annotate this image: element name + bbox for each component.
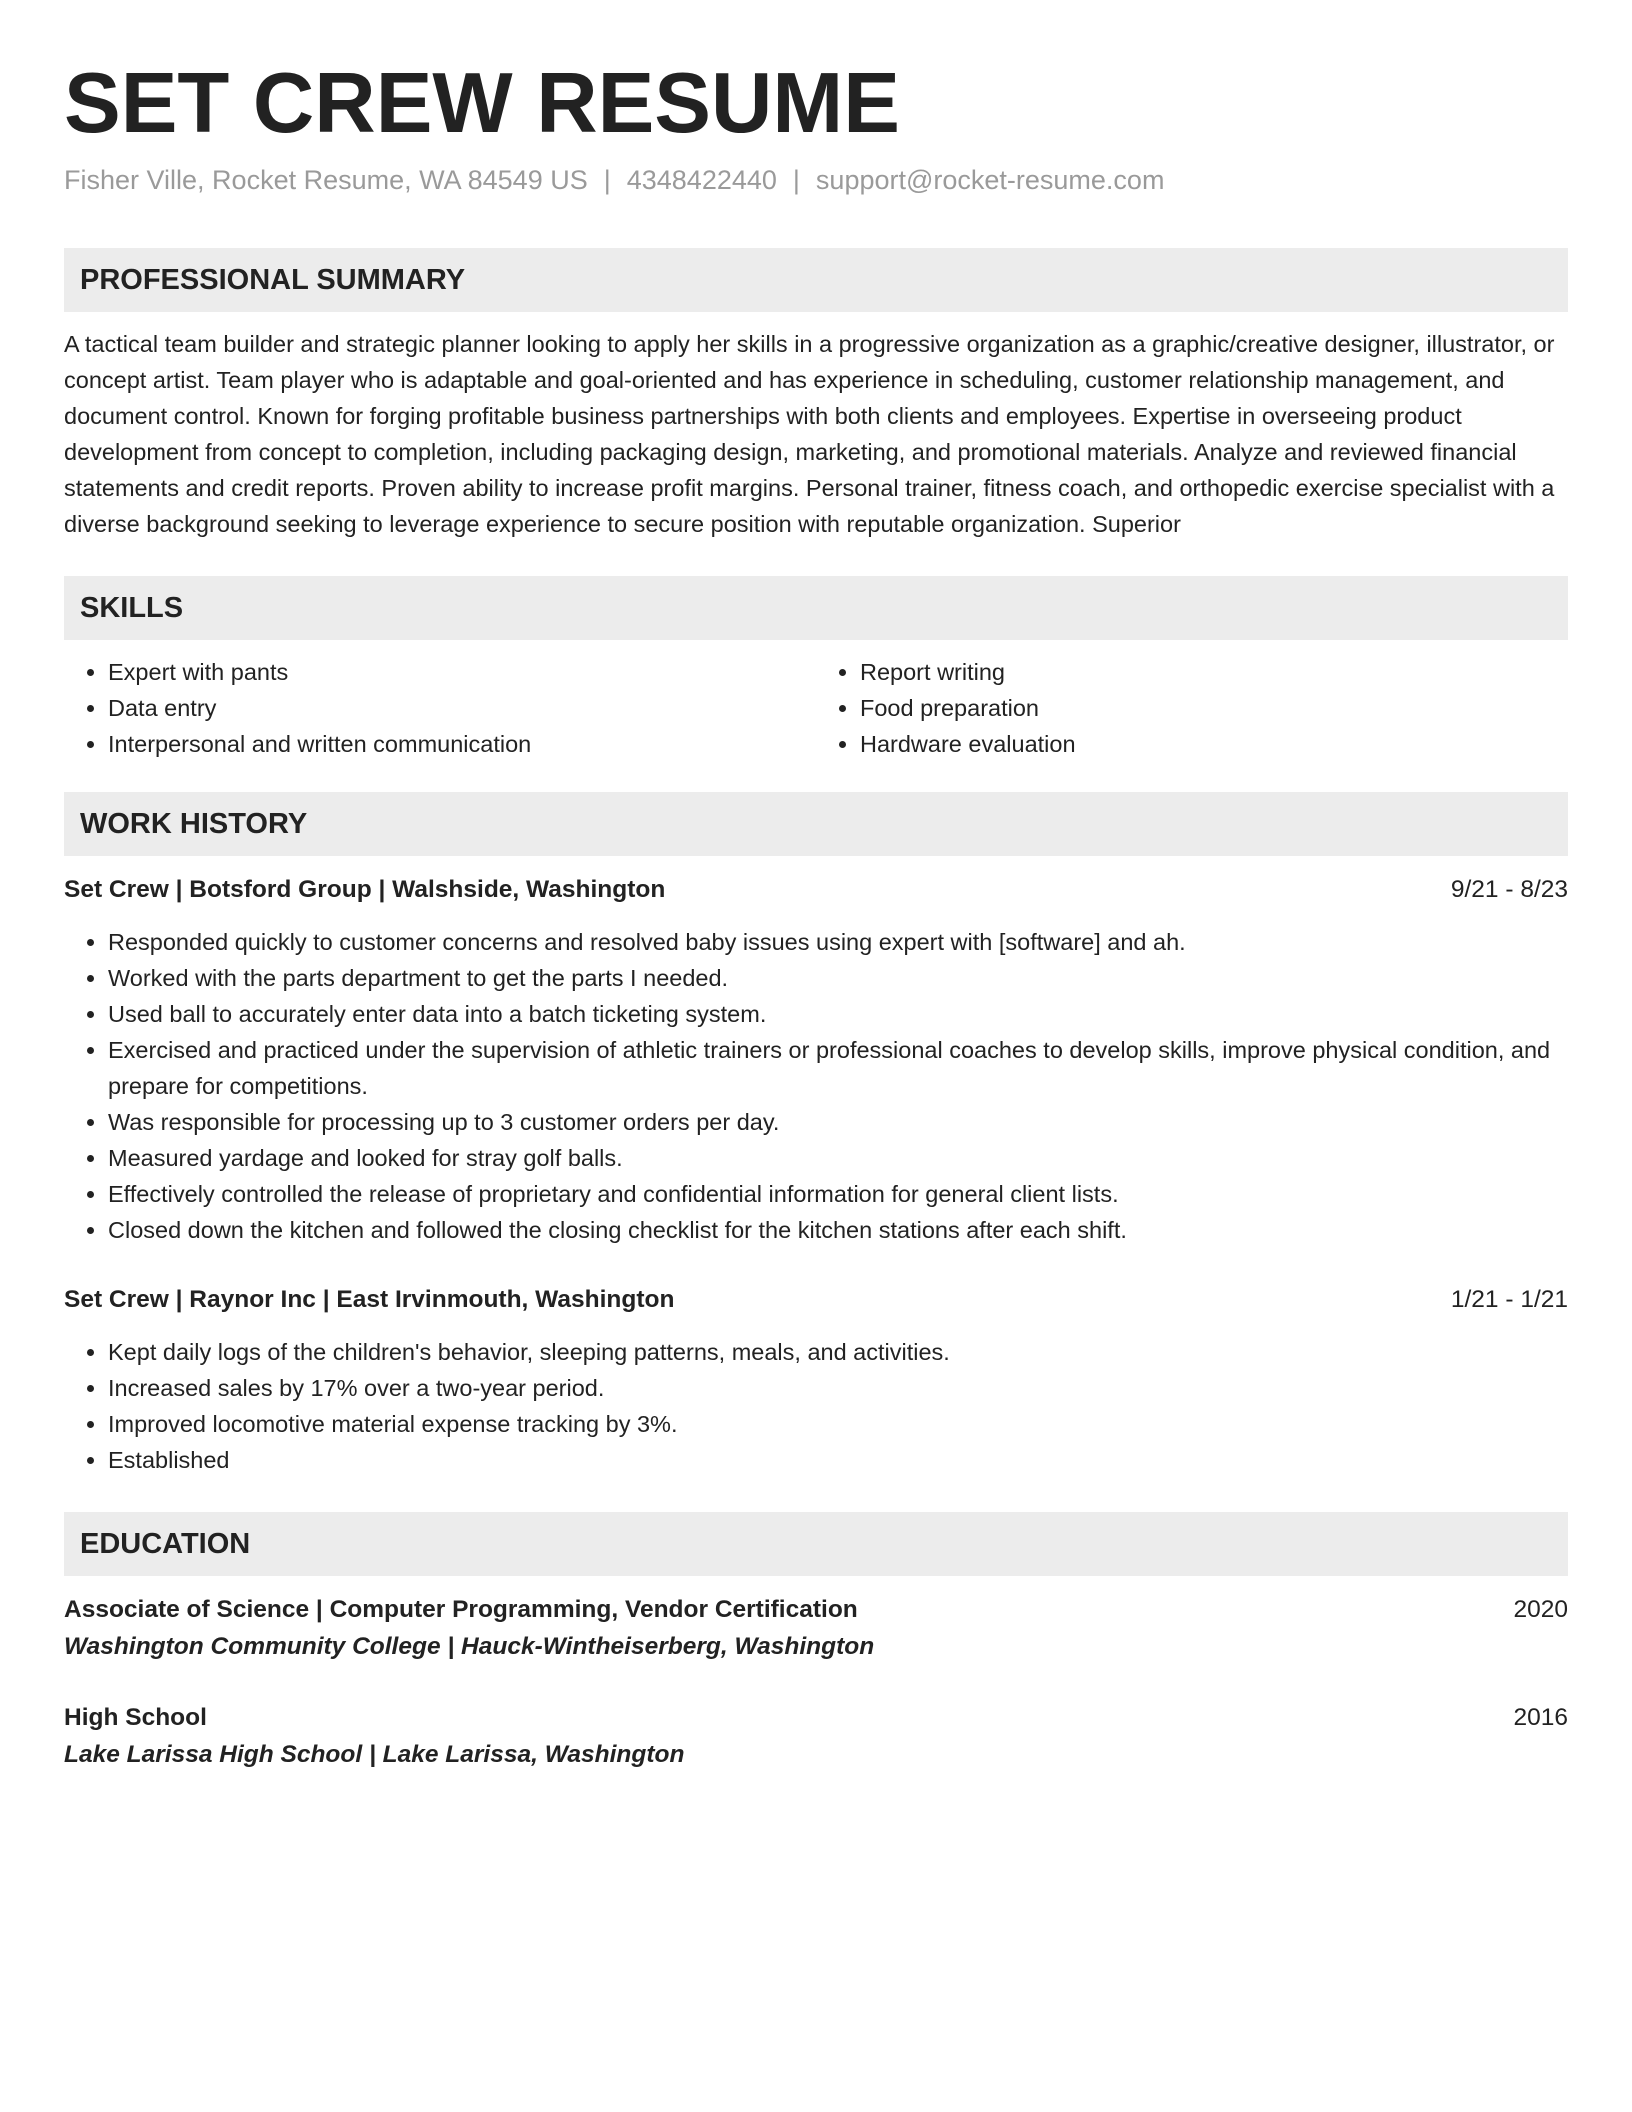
summary-paragraph: A tactical team builder and strategic planner looking to apply her skills in a progressive organization as a graphic/creative designer, illustrator, or concept artist. Team player who is adaptable and goal-oriented and has experience in scheduling, customer relationship management, and document control. Known for forging profitable business partnerships with both clients and employees. Expertise in overseeing product development from concept to completion, including packaging design, marketing, and promotional materials. Analyze and reviewed financial statements and credit reports. Proven ability to increase profit margins. Personal trainer, fitness coach, and orthopedic exercise specialist with a diverse background seeking to leverage experience to secure position with reputable organization. Superior <box>64 331 1555 537</box>
job-bullet: • Exercised and practiced under the supervision of athletic trainers or professional coaches to develop skills, improve physical condition, and prepare for competitions. <box>108 1032 1568 1104</box>
education-year: 2020 <box>1513 1596 1568 1623</box>
job-bullet: • Improved locomotive material expense tracking by 3%. <box>108 1406 1568 1442</box>
skill-item: • Hardware evaluation <box>860 726 1568 762</box>
job-bullet: • Used ball to accurately enter data into a batch ticketing system. <box>108 996 1568 1032</box>
education-degree: High School <box>64 1704 207 1731</box>
contact-line <box>64 162 1568 198</box>
skills-column-left <box>64 654 816 762</box>
job-dates: 9/21 - 8/23 <box>1450 876 1568 903</box>
job-bullets <box>64 924 1568 1248</box>
skill-item: • Report writing <box>860 654 1568 690</box>
education-school: Washington Community College | Hauck-Wintheiserberg, Washington <box>64 1633 875 1660</box>
job-bullet: • Increased sales by 17% over a two-year period. <box>108 1370 1568 1406</box>
skills-column-right <box>816 654 1568 762</box>
job-dates: 1/21 - 1/21 <box>1450 1286 1568 1313</box>
section-heading-summary: PROFESSIONAL SUMMARY <box>64 248 1568 312</box>
section-heading-education: EDUCATION <box>64 1512 1568 1576</box>
job-bullet: • Effectively controlled the release of proprietary and confidential information for general client lists. <box>108 1176 1568 1212</box>
job-bullet: • Closed down the kitchen and followed the closing checklist for the kitchen stations after each shift. <box>108 1212 1568 1248</box>
resume-title: SET CREW RESUME <box>64 56 900 151</box>
skill-item: • Expert with pants <box>108 654 816 690</box>
contact-phone: 4348422440 <box>626 165 777 195</box>
contact-address: Fisher Ville, Rocket Resume, WA 84549 US <box>64 165 588 195</box>
job-bullet: • Measured yardage and looked for stray golf balls. <box>108 1140 1568 1176</box>
skill-item: • Interpersonal and written communication <box>108 726 816 762</box>
job-bullet: • Kept daily logs of the children's behavior, sleeping patterns, meals, and activities. <box>108 1334 1568 1370</box>
job-bullet: • Worked with the parts department to get the parts I needed. <box>108 960 1568 996</box>
job-bullet: • Was responsible for processing up to 3 customer orders per day. <box>108 1104 1568 1140</box>
education-entry-header <box>64 1592 1568 1628</box>
job-bullet: • Responded quickly to customer concerns and resolved baby issues using expert with [software] and ah. <box>108 924 1568 960</box>
job-bullets <box>64 1334 1568 1478</box>
education-entry-header <box>64 1700 1568 1736</box>
section-heading-work: WORK HISTORY <box>64 792 1568 856</box>
job-title: Set Crew | Raynor Inc | East Irvinmouth, Washington <box>64 1286 675 1313</box>
skill-item: • Data entry <box>108 690 816 726</box>
education-year: 2016 <box>1513 1704 1568 1731</box>
section-heading-skills: SKILLS <box>64 576 1568 640</box>
skill-item: • Food preparation <box>860 690 1568 726</box>
job-header <box>64 872 1568 908</box>
contact-separator: | <box>603 165 611 195</box>
job-title: Set Crew | Botsford Group | Walshside, Washington <box>64 876 666 903</box>
education-school: Lake Larissa High School | Lake Larissa, Washington <box>64 1741 685 1768</box>
job-header <box>64 1282 1568 1318</box>
education-degree: Associate of Science | Computer Programming, Vendor Certification <box>64 1596 858 1623</box>
contact-separator: | <box>792 165 800 195</box>
skills-list <box>64 654 1568 762</box>
job-bullet: • Established <box>108 1442 1568 1478</box>
contact-email: support@rocket-resume.com <box>815 165 1165 195</box>
